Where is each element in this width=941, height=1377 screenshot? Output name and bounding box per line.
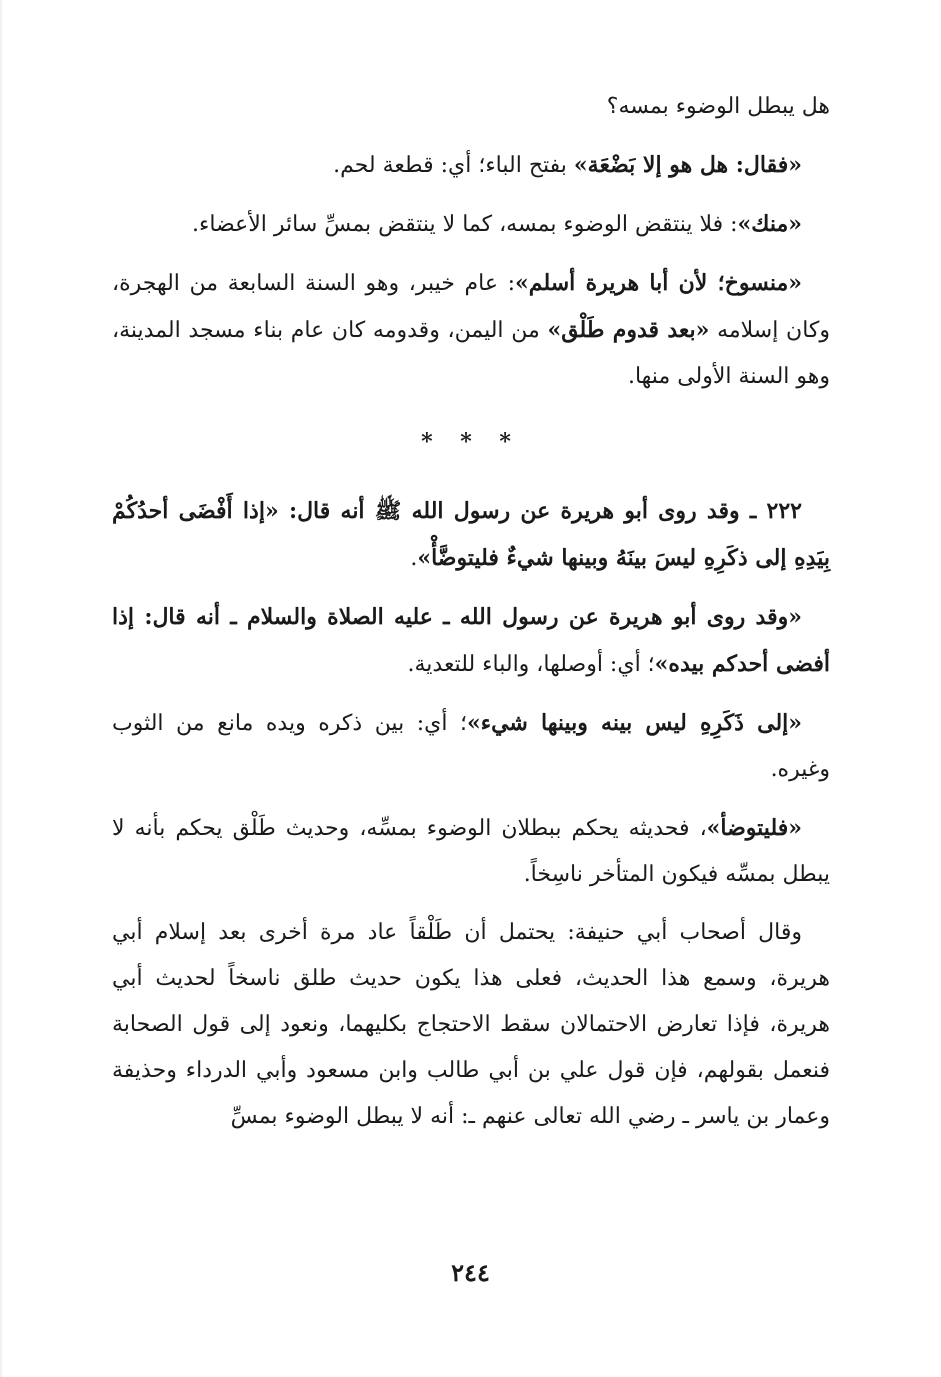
paragraph-1-text: بفتح الباء؛ أي: قطعة لحم. (333, 153, 574, 178)
hadith-222 (112, 488, 830, 582)
intro-text: هل يبطل الوضوء بمسه؟ (606, 94, 830, 119)
paragraph-8-text: وقال أصحاب أبي حنيفة: يحتمل أن طَلْقاً عاد مرة أخرى بعد إسلام أبي هريرة، وسمع هذا الحديث، فعلى هذا يكون حديث طلق ناسخاً لحديث أبي هريرة، فإذا تعارض الاحتمالان سقط الاحتجاج بكليهما، ونعود إلى قول الصحابة فنعمل بقولهم، فإن قول علي بن أبي طالب وابن مسعود وأبي الدرداء وحذيفة وعمار بن ياسر ـ رضي الله تعالى عنهم ـ: أنه لا يبطل الوضوء بمسِّ (112, 920, 830, 1129)
paragraph-3-text-2: من اليمن، وقدومه كان عام بناء مسجد المدينة، وهو السنة الأولى منها. (112, 318, 830, 389)
paragraph-6 (112, 700, 830, 793)
paragraph-7-quote: «فليتوضأ» (706, 815, 802, 841)
paragraph-7-text: ، فحديثه يحكم ببطلان الوضوء بمسِّه، وحديث طَلْق يحكم بأنه لا يبطل بمسِّه فيكون المتأخر ناسِخاً. (112, 816, 830, 887)
hadith-222-text: ٢٢٢ ـ وقد روى أبو هريرة عن رسول الله ﷺ أنه قال: «إذا أَفْضَى أحدُكُمْ بِيَدِهِ إلى ذكَرِهِ ليسَ بينَهُ وبينها شيءٌ فليتوضَّأْ» (112, 498, 830, 571)
paragraph-5-text: ؛ أي: أوصلها، والباء للتعدية. (407, 652, 655, 677)
paragraph-3-text-1: : عام خيبر، وهو السنة السابعة من الهجرة، وكان إسلامه (112, 271, 830, 343)
paragraph-6-text: ؛ أي: بين ذكره ويده مانع من الثوب وغيره. (112, 711, 830, 782)
scan-edge-shadow (0, 0, 2, 1377)
paragraph-3 (112, 260, 830, 400)
paragraph-3-quote-2: «بعد قدوم طَلْق» (547, 317, 710, 343)
paragraph-6-quote: «إلى ذَكَرِهِ ليس بينه وبينها شيء» (466, 710, 803, 736)
paragraph-2-quote: «منك» (737, 211, 802, 237)
paragraph-3-quote-1: «منسوخ؛ لأن أبا هريرة أسلم» (515, 270, 803, 296)
page-number: ٢٤٤ (451, 1258, 490, 1287)
paragraph-5 (112, 594, 830, 688)
section-separator: * * * (421, 429, 521, 455)
paragraph-7 (112, 805, 830, 898)
hadith-222-end: . (410, 546, 418, 571)
paragraph-1 (112, 142, 830, 189)
intro-line (112, 84, 830, 130)
paragraph-5-quote: «وقد روى أبو هريرة عن رسول الله ـ عليه الصلاة والسلام ـ أنه قال: إذا أفضى أحدكم بيده» (112, 604, 830, 677)
paragraph-8 (112, 910, 830, 1140)
page-body (112, 84, 830, 1152)
paragraph-1-quote: «فقال: هل هو إلا بَضْعَة» (573, 152, 802, 178)
paragraph-2-text: : فلا ينتقض الوضوء بمسه، كما لا ينتقض بمسِّ سائر الأعضاء. (192, 212, 738, 237)
paragraph-2 (112, 201, 830, 248)
